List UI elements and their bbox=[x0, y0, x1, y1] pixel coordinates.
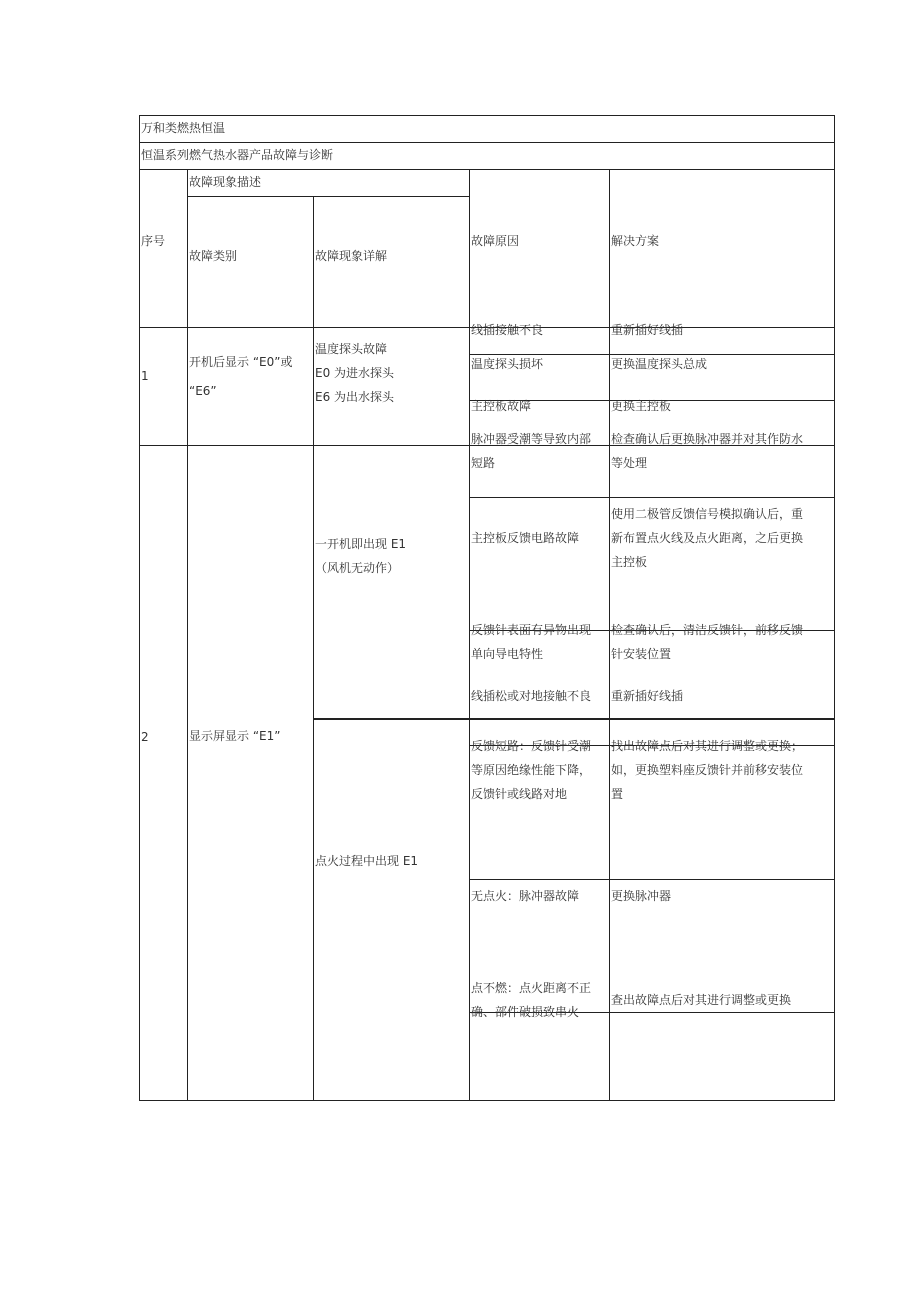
row2-cause: 反馈短路：反馈针受潮 等原因绝缘性能下降， 反馈针或线路对地 bbox=[471, 739, 592, 801]
table-border-right bbox=[834, 115, 835, 1101]
row1-detail: 温度探头故障 bbox=[315, 342, 388, 356]
row2-cause: 无点火：脉冲器故障 bbox=[471, 889, 580, 903]
row1-cause: 线插接触不良 bbox=[471, 323, 544, 337]
row2-solution: 查出故障点后对其进行调整或更换 bbox=[611, 993, 792, 1007]
table-divider bbox=[187, 196, 469, 197]
row2-cause: 点不燃：点火距离不正 确、部件破损致串火 bbox=[471, 981, 592, 1019]
row2-cause: 脉冲器受潮等导致内部 短路 bbox=[471, 432, 592, 470]
table-border-bottom bbox=[139, 1100, 835, 1101]
row2-solution: 重新插好线插 bbox=[611, 689, 684, 703]
table-divider bbox=[469, 879, 835, 880]
row1-solution: 更换主控板 bbox=[611, 399, 672, 413]
title-subject: 恒温系列燃气热水器产品故障与诊断 bbox=[141, 148, 334, 162]
row2-cause: 主控板反馈电路故障 bbox=[471, 531, 580, 545]
title-brand: 万和类燃热恒温 bbox=[141, 121, 226, 135]
header-cause: 故障原因 bbox=[471, 234, 520, 248]
row1-solution: 重新插好线插 bbox=[611, 323, 684, 337]
row2-detail-a: 一开机即出现 E1 bbox=[315, 537, 407, 551]
table-border-top bbox=[139, 115, 835, 116]
row2-cause: 反馈针表面有异物出现 单向导电特性 bbox=[471, 623, 592, 661]
row2-solution: 检查确认后更换脉冲器并对其作防水 等处理 bbox=[611, 432, 804, 470]
table-divider bbox=[187, 169, 188, 1101]
row2-seq: 2 bbox=[141, 730, 149, 744]
header-fault-detail: 故障现象详解 bbox=[315, 249, 388, 263]
header-fault-type: 故障类别 bbox=[189, 249, 238, 263]
row2-solution: 更换脉冲器 bbox=[611, 889, 672, 903]
row2-cause: 线插松或对地接触不良 bbox=[471, 689, 592, 703]
row2-detail-a: （风机无动作） bbox=[315, 561, 400, 575]
table-border-left bbox=[139, 115, 140, 1101]
row1-cause: 主控板故障 bbox=[471, 399, 532, 413]
row2-detail-b: 点火过程中出现 E1 bbox=[315, 854, 419, 868]
row1-type: “E6” bbox=[189, 384, 217, 398]
table-divider bbox=[469, 497, 835, 498]
row1-solution: 更换温度探头总成 bbox=[611, 357, 708, 371]
row1-detail: E6 为出水探头 bbox=[315, 390, 395, 404]
row2-solution: 检查确认后，清洁反馈针，前移反馈 针安装位置 bbox=[611, 623, 804, 661]
row1-cause: 温度探头损坏 bbox=[471, 357, 544, 371]
table-divider bbox=[313, 196, 314, 1101]
row1-type: 开机后显示 “E0”或 bbox=[189, 355, 293, 369]
row1-seq: 1 bbox=[141, 369, 149, 383]
row2-solution: 找出故障点后对其进行调整或更换； 如，更换塑料座反馈针并前移安装位 置 bbox=[611, 739, 804, 801]
row1-detail: E0 为进水探头 bbox=[315, 366, 395, 380]
table-divider bbox=[469, 169, 470, 1101]
table-divider bbox=[313, 718, 835, 720]
row2-type: 显示屏显示 “E1” bbox=[189, 729, 281, 743]
header-solution: 解决方案 bbox=[611, 234, 660, 248]
table-divider bbox=[609, 169, 610, 1101]
header-seq: 序号 bbox=[141, 234, 166, 248]
header-fault-desc: 故障现象描述 bbox=[189, 175, 262, 189]
row2-solution: 使用二极管反馈信号模拟确认后，重 新布置点火线及点火距离，之后更换 主控板 bbox=[611, 507, 804, 569]
